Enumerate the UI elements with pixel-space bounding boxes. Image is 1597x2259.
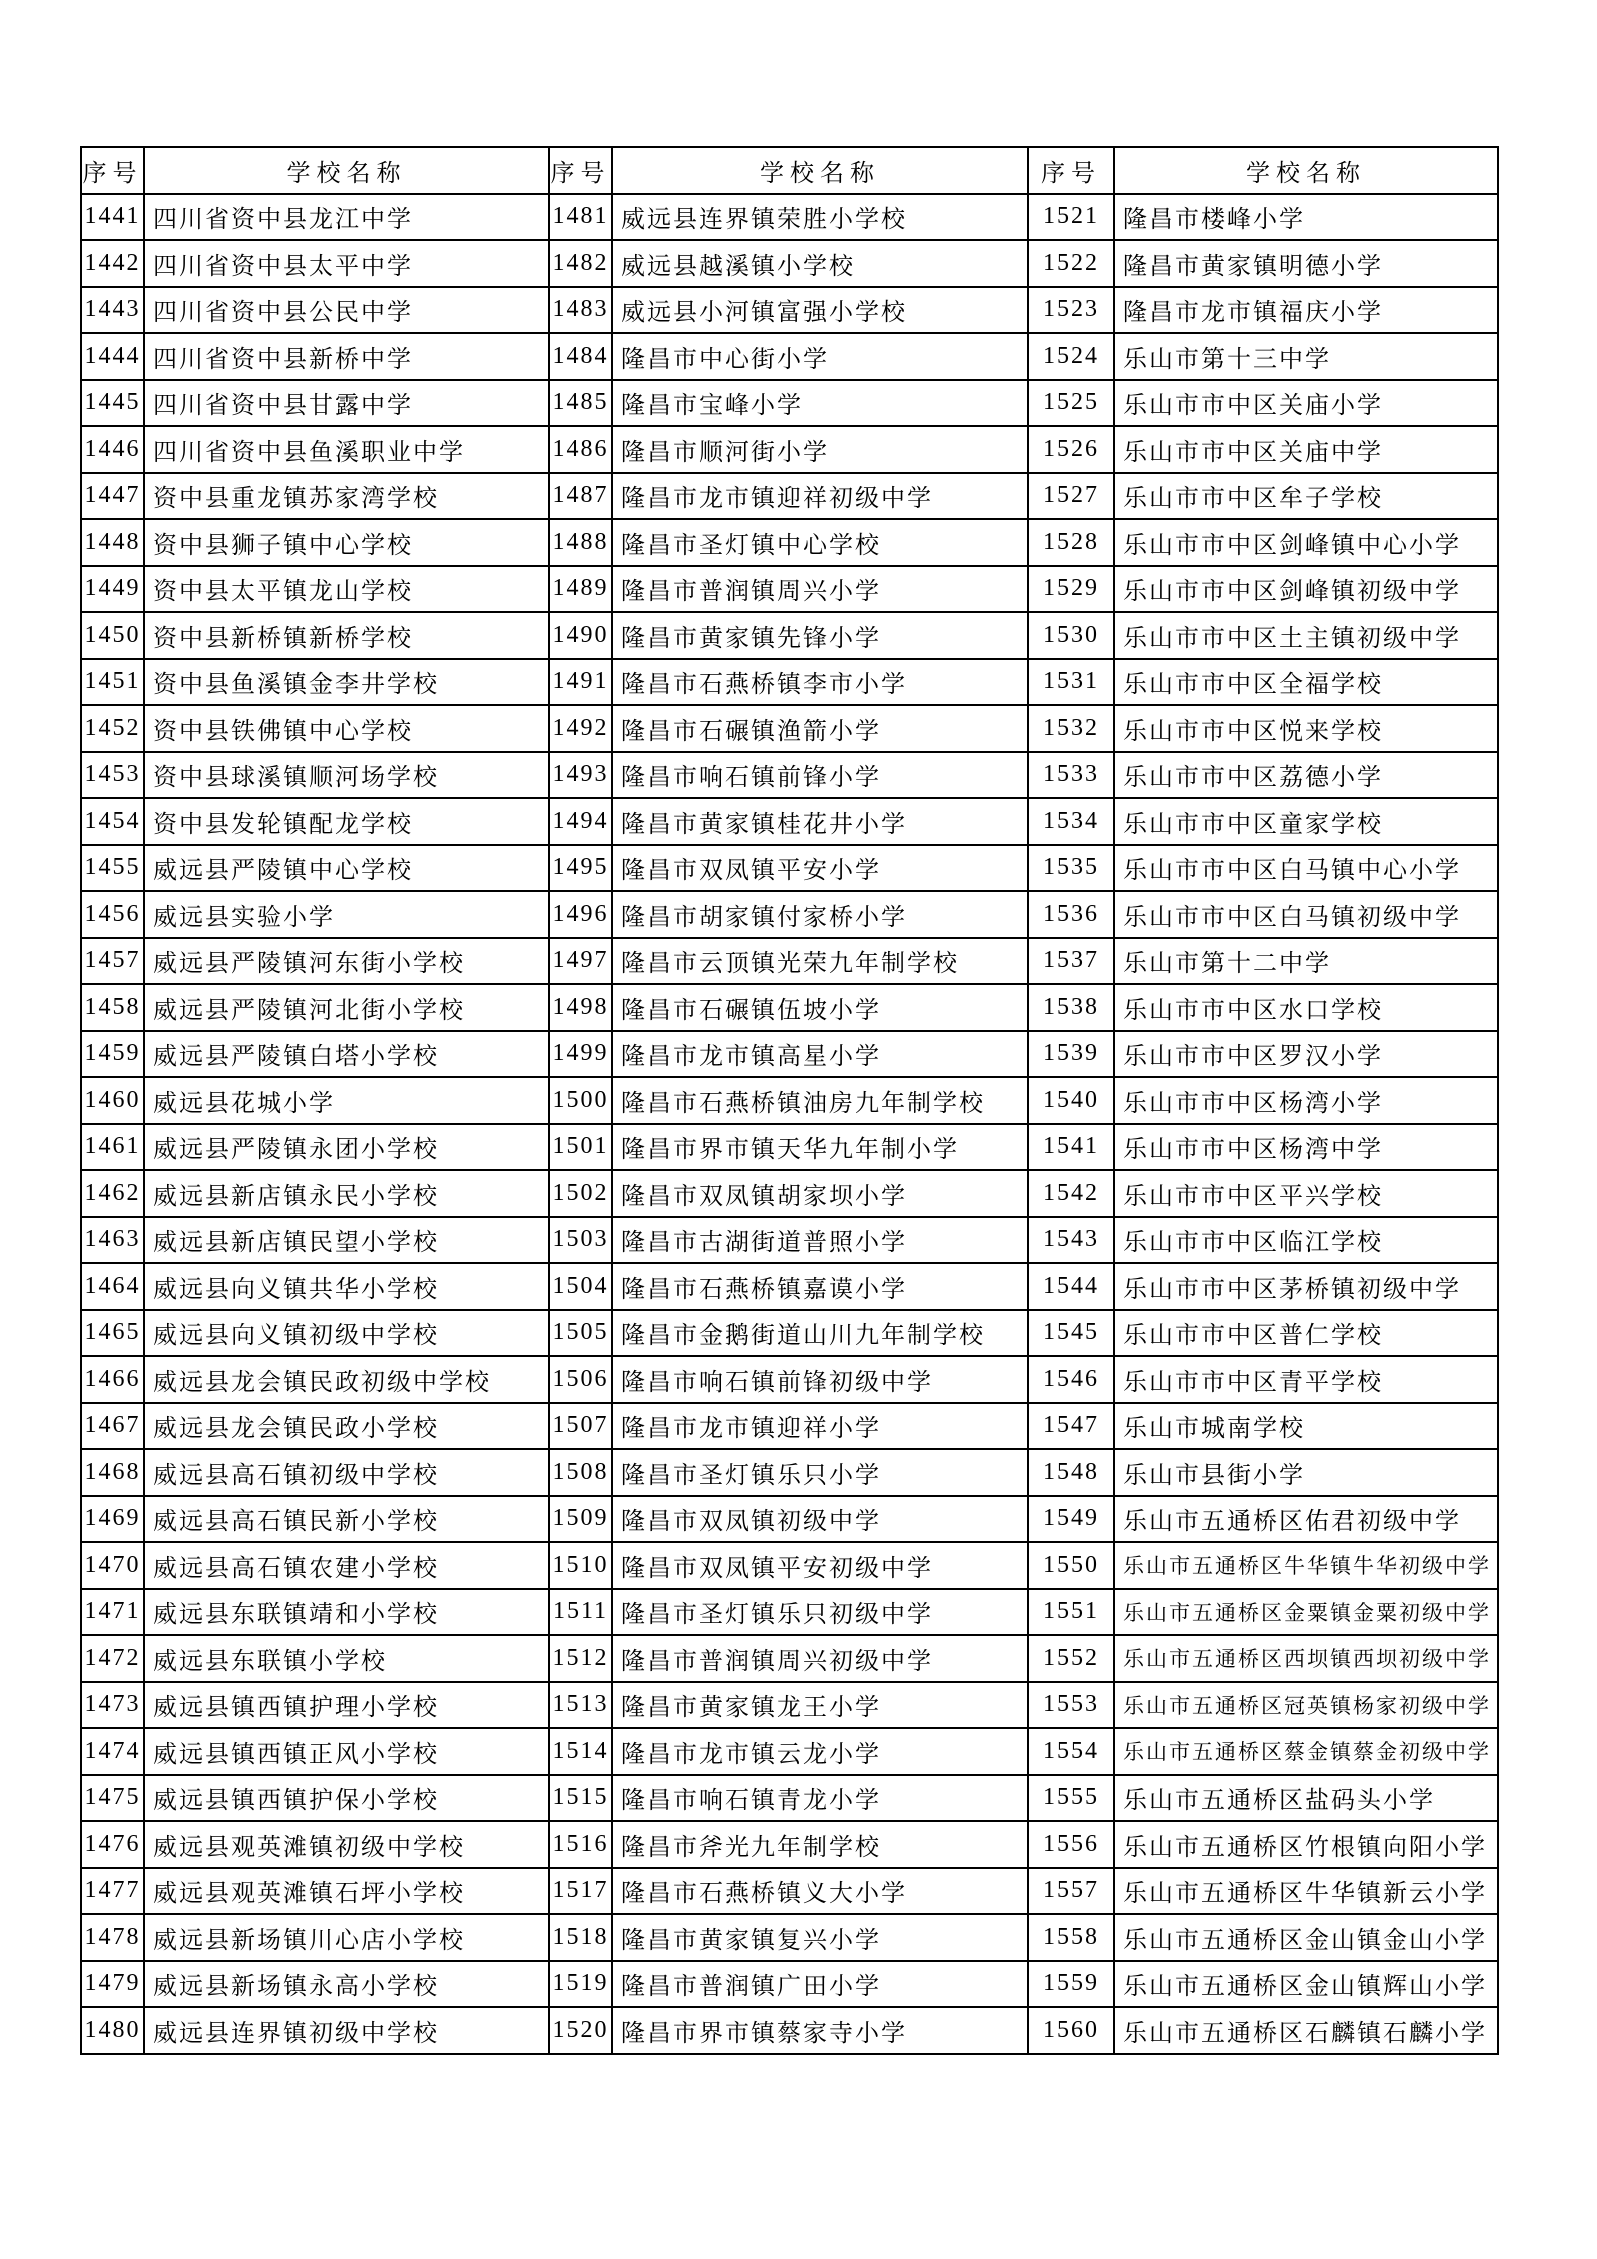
row-index-cell: 1446 [81, 426, 144, 473]
row-index-cell: 1463 [81, 1217, 144, 1264]
school-name-cell: 隆昌市中心街小学 [612, 333, 1028, 380]
school-name-cell: 资中县重龙镇苏家湾学校 [144, 473, 549, 520]
table-row [81, 938, 1498, 985]
school-name-cell: 乐山市五通桥区盐码头小学 [1114, 1775, 1498, 1822]
row-index-cell: 1467 [81, 1403, 144, 1450]
school-name-cell: 隆昌市响石镇前锋小学 [612, 752, 1028, 799]
row-index-cell: 1475 [81, 1775, 144, 1822]
table-row [81, 984, 1498, 1031]
table-row [81, 240, 1498, 287]
table-row [81, 891, 1498, 938]
row-index-cell: 1486 [549, 426, 612, 473]
row-index-cell: 1529 [1028, 566, 1114, 613]
row-index-cell: 1458 [81, 984, 144, 1031]
school-name-cell: 乐山市市中区杨湾中学 [1114, 1124, 1498, 1171]
table-row [81, 426, 1498, 473]
school-name-cell: 四川省资中县鱼溪职业中学 [144, 426, 549, 473]
school-name-cell: 威远县连界镇初级中学校 [144, 2007, 549, 2054]
school-name-cell: 乐山市城南学校 [1114, 1403, 1498, 1450]
school-name-cell: 隆昌市黄家镇桂花井小学 [612, 798, 1028, 845]
table-row [81, 1217, 1498, 1264]
school-name-cell: 威远县严陵镇中心学校 [144, 845, 549, 892]
school-name-cell: 乐山市市中区杨湾小学 [1114, 1077, 1498, 1124]
row-index-cell: 1474 [81, 1728, 144, 1775]
table-row [81, 845, 1498, 892]
header-index-label: 序号 [81, 147, 144, 194]
header-row [81, 147, 1498, 194]
school-name-cell: 乐山市五通桥区佑君初级中学 [1114, 1496, 1498, 1543]
header-index-label: 序号 [549, 147, 612, 194]
school-name-cell: 威远县镇西镇护理小学校 [144, 1682, 549, 1729]
row-index-cell: 1560 [1028, 2007, 1114, 2054]
row-index-cell: 1527 [1028, 473, 1114, 520]
row-index-cell: 1444 [81, 333, 144, 380]
school-name-cell: 隆昌市双凤镇平安小学 [612, 845, 1028, 892]
school-name-cell: 乐山市市中区临江学校 [1114, 1217, 1498, 1264]
school-name-cell: 威远县严陵镇永团小学校 [144, 1124, 549, 1171]
school-name-cell: 隆昌市龙市镇高星小学 [612, 1031, 1028, 1078]
row-index-cell: 1499 [549, 1031, 612, 1078]
row-index-cell: 1488 [549, 519, 612, 566]
row-index-cell: 1480 [81, 2007, 144, 2054]
school-name-cell: 隆昌市普润镇周兴小学 [612, 566, 1028, 613]
row-index-cell: 1504 [549, 1263, 612, 1310]
row-index-cell: 1546 [1028, 1356, 1114, 1403]
row-index-cell: 1550 [1028, 1542, 1114, 1589]
row-index-cell: 1528 [1028, 519, 1114, 566]
row-index-cell: 1549 [1028, 1496, 1114, 1543]
school-name-cell: 乐山市市中区白马镇初级中学 [1114, 891, 1498, 938]
school-name-cell: 隆昌市石燕桥镇义大小学 [612, 1868, 1028, 1915]
school-name-cell: 隆昌市斧光九年制学校 [612, 1821, 1028, 1868]
table-body [81, 194, 1498, 2054]
row-index-cell: 1461 [81, 1124, 144, 1171]
school-name-cell: 隆昌市石燕桥镇嘉谟小学 [612, 1263, 1028, 1310]
row-index-cell: 1502 [549, 1170, 612, 1217]
school-name-cell: 威远县花城小学 [144, 1077, 549, 1124]
school-name-cell: 乐山市五通桥区西坝镇西坝初级中学 [1114, 1635, 1498, 1682]
row-index-cell: 1554 [1028, 1728, 1114, 1775]
school-name-cell: 乐山市五通桥区牛华镇新云小学 [1114, 1868, 1498, 1915]
school-name-cell: 威远县严陵镇河东街小学校 [144, 938, 549, 985]
school-name-cell: 乐山市第十三中学 [1114, 333, 1498, 380]
school-name-cell: 隆昌市圣灯镇中心学校 [612, 519, 1028, 566]
row-index-cell: 1533 [1028, 752, 1114, 799]
school-name-cell: 威远县连界镇荣胜小学校 [612, 194, 1028, 241]
school-name-cell: 威远县观英滩镇初级中学校 [144, 1821, 549, 1868]
school-name-cell: 乐山市市中区白马镇中心小学 [1114, 845, 1498, 892]
table-row [81, 1821, 1498, 1868]
row-index-cell: 1501 [549, 1124, 612, 1171]
row-index-cell: 1555 [1028, 1775, 1114, 1822]
row-index-cell: 1489 [549, 566, 612, 613]
school-name-cell: 隆昌市宝峰小学 [612, 380, 1028, 427]
header-school-name-label: 学校名称 [144, 147, 549, 194]
table-row [81, 380, 1498, 427]
table-row [81, 1356, 1498, 1403]
table-row [81, 1263, 1498, 1310]
row-index-cell: 1545 [1028, 1310, 1114, 1357]
row-index-cell: 1525 [1028, 380, 1114, 427]
school-name-cell: 乐山市市中区童家学校 [1114, 798, 1498, 845]
row-index-cell: 1469 [81, 1496, 144, 1543]
header-school-name-label: 学校名称 [1114, 147, 1498, 194]
school-name-cell: 威远县严陵镇河北街小学校 [144, 984, 549, 1031]
row-index-cell: 1537 [1028, 938, 1114, 985]
row-index-cell: 1513 [549, 1682, 612, 1729]
school-name-cell: 乐山市市中区全福学校 [1114, 659, 1498, 706]
row-index-cell: 1468 [81, 1449, 144, 1496]
row-index-cell: 1496 [549, 891, 612, 938]
table-row [81, 1542, 1498, 1589]
row-index-cell: 1523 [1028, 287, 1114, 334]
row-index-cell: 1459 [81, 1031, 144, 1078]
school-name-cell: 乐山市市中区普仁学校 [1114, 1310, 1498, 1357]
table-row [81, 287, 1498, 334]
table-header [81, 147, 1498, 194]
school-name-cell: 乐山市五通桥区金粟镇金粟初级中学 [1114, 1589, 1498, 1636]
row-index-cell: 1491 [549, 659, 612, 706]
school-name-cell: 威远县实验小学 [144, 891, 549, 938]
school-name-cell: 隆昌市圣灯镇乐只小学 [612, 1449, 1028, 1496]
row-index-cell: 1452 [81, 705, 144, 752]
school-name-cell: 隆昌市界市镇蔡家寺小学 [612, 2007, 1028, 2054]
table-row [81, 798, 1498, 845]
school-name-cell: 威远县小河镇富强小学校 [612, 287, 1028, 334]
school-name-cell: 威远县新场镇川心店小学校 [144, 1914, 549, 1961]
row-index-cell: 1451 [81, 659, 144, 706]
school-table [80, 146, 1499, 2055]
school-name-cell: 威远县新店镇永民小学校 [144, 1170, 549, 1217]
row-index-cell: 1481 [549, 194, 612, 241]
school-name-cell: 威远县龙会镇民政初级中学校 [144, 1356, 549, 1403]
table-row [81, 752, 1498, 799]
school-name-cell: 隆昌市响石镇前锋初级中学 [612, 1356, 1028, 1403]
row-index-cell: 1449 [81, 566, 144, 613]
school-name-cell: 隆昌市双凤镇平安初级中学 [612, 1542, 1028, 1589]
school-name-cell: 威远县高石镇初级中学校 [144, 1449, 549, 1496]
row-index-cell: 1456 [81, 891, 144, 938]
row-index-cell: 1500 [549, 1077, 612, 1124]
school-name-cell: 威远县观英滩镇石坪小学校 [144, 1868, 549, 1915]
school-name-cell: 隆昌市龙市镇迎祥初级中学 [612, 473, 1028, 520]
table-row [81, 519, 1498, 566]
school-name-cell: 隆昌市圣灯镇乐只初级中学 [612, 1589, 1028, 1636]
school-name-cell: 隆昌市黄家镇先锋小学 [612, 612, 1028, 659]
school-name-cell: 隆昌市楼峰小学 [1114, 194, 1498, 241]
row-index-cell: 1483 [549, 287, 612, 334]
school-name-cell: 乐山市五通桥区竹根镇向阳小学 [1114, 1821, 1498, 1868]
row-index-cell: 1457 [81, 938, 144, 985]
row-index-cell: 1536 [1028, 891, 1114, 938]
row-index-cell: 1520 [549, 2007, 612, 2054]
school-name-cell: 乐山市市中区水口学校 [1114, 984, 1498, 1031]
row-index-cell: 1539 [1028, 1031, 1114, 1078]
school-name-cell: 乐山市第十二中学 [1114, 938, 1498, 985]
row-index-cell: 1493 [549, 752, 612, 799]
row-index-cell: 1462 [81, 1170, 144, 1217]
school-name-cell: 隆昌市龙市镇云龙小学 [612, 1728, 1028, 1775]
school-name-cell: 乐山市市中区平兴学校 [1114, 1170, 1498, 1217]
school-name-cell: 隆昌市龙市镇迎祥小学 [612, 1403, 1028, 1450]
row-index-cell: 1557 [1028, 1868, 1114, 1915]
row-index-cell: 1548 [1028, 1449, 1114, 1496]
table-row [81, 1170, 1498, 1217]
table-row [81, 1868, 1498, 1915]
row-index-cell: 1494 [549, 798, 612, 845]
school-name-cell: 四川省资中县太平中学 [144, 240, 549, 287]
school-name-cell: 隆昌市双凤镇初级中学 [612, 1496, 1028, 1543]
row-index-cell: 1540 [1028, 1077, 1114, 1124]
row-index-cell: 1510 [549, 1542, 612, 1589]
row-index-cell: 1454 [81, 798, 144, 845]
row-index-cell: 1507 [549, 1403, 612, 1450]
school-name-cell: 隆昌市顺河街小学 [612, 426, 1028, 473]
school-name-cell: 威远县镇西镇护保小学校 [144, 1775, 549, 1822]
school-name-cell: 威远县东联镇靖和小学校 [144, 1589, 549, 1636]
school-name-cell: 资中县鱼溪镇金李井学校 [144, 659, 549, 706]
table-row [81, 1031, 1498, 1078]
row-index-cell: 1447 [81, 473, 144, 520]
school-name-cell: 隆昌市石燕桥镇李市小学 [612, 659, 1028, 706]
school-name-cell: 资中县发轮镇配龙学校 [144, 798, 549, 845]
school-name-cell: 隆昌市普润镇广田小学 [612, 1961, 1028, 2008]
header-index-label: 序号 [1028, 147, 1114, 194]
row-index-cell: 1487 [549, 473, 612, 520]
school-name-cell: 资中县狮子镇中心学校 [144, 519, 549, 566]
row-index-cell: 1471 [81, 1589, 144, 1636]
row-index-cell: 1526 [1028, 426, 1114, 473]
row-index-cell: 1503 [549, 1217, 612, 1264]
table-row [81, 2007, 1498, 2054]
row-index-cell: 1445 [81, 380, 144, 427]
table-row [81, 1728, 1498, 1775]
school-name-cell: 乐山市五通桥区冠英镇杨家初级中学 [1114, 1682, 1498, 1729]
row-index-cell: 1497 [549, 938, 612, 985]
school-name-cell: 乐山市市中区剑峰镇初级中学 [1114, 566, 1498, 613]
row-index-cell: 1477 [81, 1868, 144, 1915]
school-name-cell: 隆昌市龙市镇福庆小学 [1114, 287, 1498, 334]
school-name-cell: 乐山市市中区剑峰镇中心小学 [1114, 519, 1498, 566]
school-name-cell: 隆昌市金鹅街道山川九年制学校 [612, 1310, 1028, 1357]
row-index-cell: 1547 [1028, 1403, 1114, 1450]
row-index-cell: 1531 [1028, 659, 1114, 706]
table-row [81, 1682, 1498, 1729]
row-index-cell: 1530 [1028, 612, 1114, 659]
table-row [81, 1310, 1498, 1357]
school-name-cell: 隆昌市双凤镇胡家坝小学 [612, 1170, 1028, 1217]
row-index-cell: 1442 [81, 240, 144, 287]
school-name-cell: 威远县龙会镇民政小学校 [144, 1403, 549, 1450]
school-name-cell: 隆昌市石碾镇伍坡小学 [612, 984, 1028, 1031]
row-index-cell: 1512 [549, 1635, 612, 1682]
row-index-cell: 1460 [81, 1077, 144, 1124]
school-name-cell: 资中县球溪镇顺河场学校 [144, 752, 549, 799]
table-row [81, 566, 1498, 613]
row-index-cell: 1521 [1028, 194, 1114, 241]
school-name-cell: 乐山市市中区茅桥镇初级中学 [1114, 1263, 1498, 1310]
row-index-cell: 1470 [81, 1542, 144, 1589]
school-name-cell: 资中县新桥镇新桥学校 [144, 612, 549, 659]
school-name-cell: 资中县太平镇龙山学校 [144, 566, 549, 613]
school-name-cell: 隆昌市黄家镇明德小学 [1114, 240, 1498, 287]
table-row [81, 612, 1498, 659]
table-row [81, 473, 1498, 520]
row-index-cell: 1553 [1028, 1682, 1114, 1729]
row-index-cell: 1490 [549, 612, 612, 659]
header-school-name-label: 学校名称 [612, 147, 1028, 194]
table-row [81, 1449, 1498, 1496]
school-name-cell: 乐山市五通桥区牛华镇牛华初级中学 [1114, 1542, 1498, 1589]
row-index-cell: 1558 [1028, 1914, 1114, 1961]
row-index-cell: 1524 [1028, 333, 1114, 380]
school-name-cell: 隆昌市界市镇天华九年制小学 [612, 1124, 1028, 1171]
row-index-cell: 1538 [1028, 984, 1114, 1031]
school-name-cell: 乐山市五通桥区金山镇辉山小学 [1114, 1961, 1498, 2008]
row-index-cell: 1448 [81, 519, 144, 566]
table-row [81, 1496, 1498, 1543]
school-name-cell: 威远县东联镇小学校 [144, 1635, 549, 1682]
row-index-cell: 1515 [549, 1775, 612, 1822]
school-name-cell: 威远县向义镇初级中学校 [144, 1310, 549, 1357]
table-row [81, 1635, 1498, 1682]
school-name-cell: 乐山市市中区悦来学校 [1114, 705, 1498, 752]
row-index-cell: 1535 [1028, 845, 1114, 892]
school-name-cell: 隆昌市云顶镇光荣九年制学校 [612, 938, 1028, 985]
row-index-cell: 1514 [549, 1728, 612, 1775]
row-index-cell: 1485 [549, 380, 612, 427]
row-index-cell: 1476 [81, 1821, 144, 1868]
school-name-cell: 乐山市市中区青平学校 [1114, 1356, 1498, 1403]
table-row [81, 1961, 1498, 2008]
row-index-cell: 1492 [549, 705, 612, 752]
table-row [81, 1124, 1498, 1171]
row-index-cell: 1453 [81, 752, 144, 799]
school-name-cell: 威远县镇西镇正风小学校 [144, 1728, 549, 1775]
row-index-cell: 1518 [549, 1914, 612, 1961]
table-row [81, 333, 1498, 380]
table-row [81, 659, 1498, 706]
school-name-cell: 四川省资中县新桥中学 [144, 333, 549, 380]
row-index-cell: 1506 [549, 1356, 612, 1403]
school-name-cell: 威远县高石镇农建小学校 [144, 1542, 549, 1589]
table-row [81, 194, 1498, 241]
school-name-cell: 乐山市市中区土主镇初级中学 [1114, 612, 1498, 659]
table-row [81, 705, 1498, 752]
row-index-cell: 1472 [81, 1635, 144, 1682]
school-name-cell: 乐山市市中区牟子学校 [1114, 473, 1498, 520]
school-name-cell: 隆昌市古湖街道普照小学 [612, 1217, 1028, 1264]
row-index-cell: 1482 [549, 240, 612, 287]
row-index-cell: 1522 [1028, 240, 1114, 287]
row-index-cell: 1484 [549, 333, 612, 380]
row-index-cell: 1450 [81, 612, 144, 659]
row-index-cell: 1532 [1028, 705, 1114, 752]
row-index-cell: 1556 [1028, 1821, 1114, 1868]
row-index-cell: 1479 [81, 1961, 144, 2008]
school-name-cell: 乐山市市中区关庙小学 [1114, 380, 1498, 427]
row-index-cell: 1519 [549, 1961, 612, 2008]
school-name-cell: 隆昌市胡家镇付家桥小学 [612, 891, 1028, 938]
row-index-cell: 1465 [81, 1310, 144, 1357]
school-name-cell: 威远县越溪镇小学校 [612, 240, 1028, 287]
school-name-cell: 隆昌市石碾镇渔箭小学 [612, 705, 1028, 752]
row-index-cell: 1464 [81, 1263, 144, 1310]
school-name-cell: 隆昌市响石镇青龙小学 [612, 1775, 1028, 1822]
school-name-cell: 乐山市五通桥区蔡金镇蔡金初级中学 [1114, 1728, 1498, 1775]
row-index-cell: 1542 [1028, 1170, 1114, 1217]
school-name-cell: 乐山市五通桥区金山镇金山小学 [1114, 1914, 1498, 1961]
row-index-cell: 1517 [549, 1868, 612, 1915]
row-index-cell: 1443 [81, 287, 144, 334]
table-row [81, 1775, 1498, 1822]
school-name-cell: 隆昌市石燕桥镇油房九年制学校 [612, 1077, 1028, 1124]
row-index-cell: 1455 [81, 845, 144, 892]
school-name-cell: 威远县严陵镇白塔小学校 [144, 1031, 549, 1078]
row-index-cell: 1543 [1028, 1217, 1114, 1264]
school-name-cell: 四川省资中县公民中学 [144, 287, 549, 334]
school-name-cell: 威远县新店镇民望小学校 [144, 1217, 549, 1264]
school-name-cell: 隆昌市黄家镇复兴小学 [612, 1914, 1028, 1961]
table-row [81, 1914, 1498, 1961]
row-index-cell: 1498 [549, 984, 612, 1031]
school-name-cell: 威远县高石镇民新小学校 [144, 1496, 549, 1543]
row-index-cell: 1516 [549, 1821, 612, 1868]
school-name-cell: 乐山市市中区罗汉小学 [1114, 1031, 1498, 1078]
school-name-cell: 资中县铁佛镇中心学校 [144, 705, 549, 752]
row-index-cell: 1505 [549, 1310, 612, 1357]
row-index-cell: 1551 [1028, 1589, 1114, 1636]
school-name-cell: 乐山市五通桥区石麟镇石麟小学 [1114, 2007, 1498, 2054]
school-name-cell: 隆昌市黄家镇龙王小学 [612, 1682, 1028, 1729]
row-index-cell: 1534 [1028, 798, 1114, 845]
row-index-cell: 1541 [1028, 1124, 1114, 1171]
row-index-cell: 1441 [81, 194, 144, 241]
row-index-cell: 1466 [81, 1356, 144, 1403]
school-name-cell: 乐山市市中区关庙中学 [1114, 426, 1498, 473]
table-row [81, 1077, 1498, 1124]
school-name-cell: 四川省资中县龙江中学 [144, 194, 549, 241]
table-row [81, 1589, 1498, 1636]
school-name-cell: 威远县向义镇共华小学校 [144, 1263, 549, 1310]
row-index-cell: 1559 [1028, 1961, 1114, 2008]
row-index-cell: 1552 [1028, 1635, 1114, 1682]
row-index-cell: 1478 [81, 1914, 144, 1961]
table-row [81, 1403, 1498, 1450]
row-index-cell: 1508 [549, 1449, 612, 1496]
row-index-cell: 1495 [549, 845, 612, 892]
row-index-cell: 1509 [549, 1496, 612, 1543]
school-name-cell: 乐山市县街小学 [1114, 1449, 1498, 1496]
row-index-cell: 1544 [1028, 1263, 1114, 1310]
row-index-cell: 1511 [549, 1589, 612, 1636]
school-name-cell: 威远县新场镇永高小学校 [144, 1961, 549, 2008]
row-index-cell: 1473 [81, 1682, 144, 1729]
school-name-cell: 四川省资中县甘露中学 [144, 380, 549, 427]
school-name-cell: 隆昌市普润镇周兴初级中学 [612, 1635, 1028, 1682]
school-name-cell: 乐山市市中区荔德小学 [1114, 752, 1498, 799]
